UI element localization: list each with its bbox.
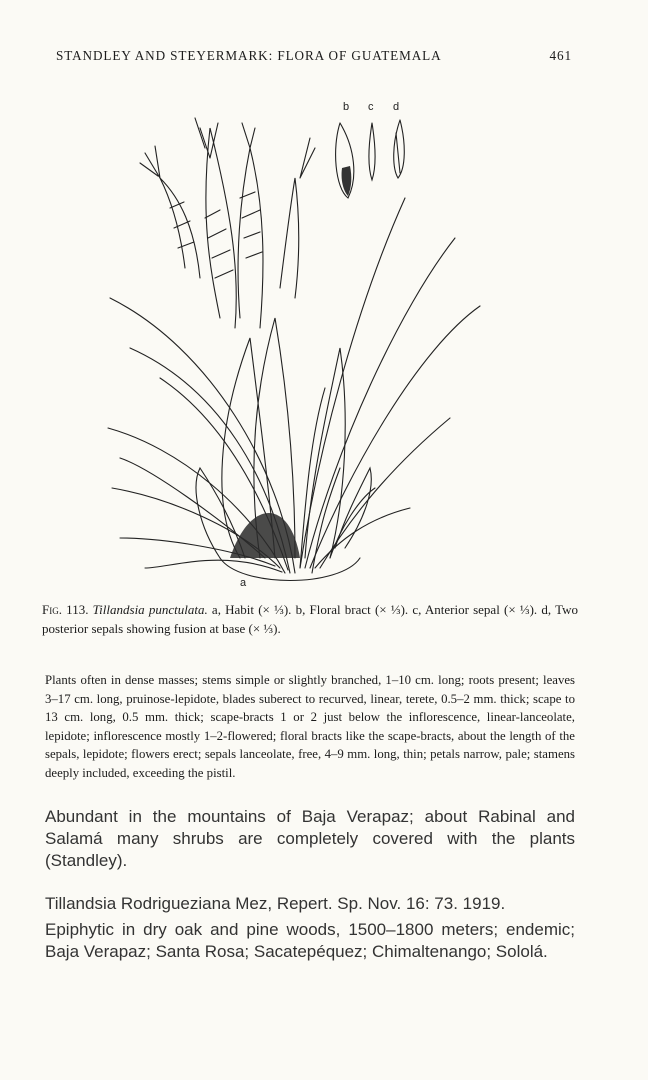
species-citation: Mez, Repert. Sp. Nov. 16: 73. 1919. [230,894,506,913]
distribution-paragraph-1: Abundant in the mountains of Baja Verapaz; about Rabinal and Salamá many shrubs are completely covered with the plants (Standley). [45,807,575,871]
figure-number: Fig. 113. [42,602,89,617]
species-name: Tillandsia Rodrigueziana [45,894,231,913]
label-a: a [240,577,247,589]
tillandsia-drawing [100,88,490,593]
label-d: d [393,101,400,113]
figure-species: Tillandsia punctulata. [92,602,208,617]
label-c: c [368,101,374,113]
figure-caption [42,600,578,638]
label-b: b [343,101,350,113]
species-description: Plants often in dense masses; stems simple or slightly branched, 1–10 cm. long; roots present; leaves 3–17 cm. long, pruinose-lepidote, blades suberect to recurved, linear, terete, 0.5–2 mm. thick; scape to 13 cm. long, 0.5 mm. thick; scape-bracts 1 or 2 just below the inflorescence, linear-lanceolate, lepidote; inflorescence mostly 1–2-flowered; floral bracts like the scape-bracts, about the length of the sepals, lepidote; flowers erect; sepals lanceolate, free, 4–9 mm. long, thin; petals narrow, pale; stamens deeply included, exceeding the pistil. [45,673,575,780]
running-header [56,48,572,64]
running-title: STANDLEY AND STEYERMARK: FLORA OF GUATEMALA [56,48,442,63]
figure-caption-text: a, Habit (× ⅓). b, Floral bract (× ⅓). c, Anterior sepal (× ⅓). d, Two posterior sepals showing fusion at base (× ⅓). [42,602,579,636]
page-number: 461 [549,48,572,63]
species-heading [45,893,575,915]
plant-illustration [100,88,490,593]
distribution-paragraph-2: Epiphytic in dry oak and pine woods, 1500–1800 meters; endemic; Baja Verapaz; Santa Rosa; Sacatepéquez; Chimaltenango; Sololá. [45,920,575,962]
